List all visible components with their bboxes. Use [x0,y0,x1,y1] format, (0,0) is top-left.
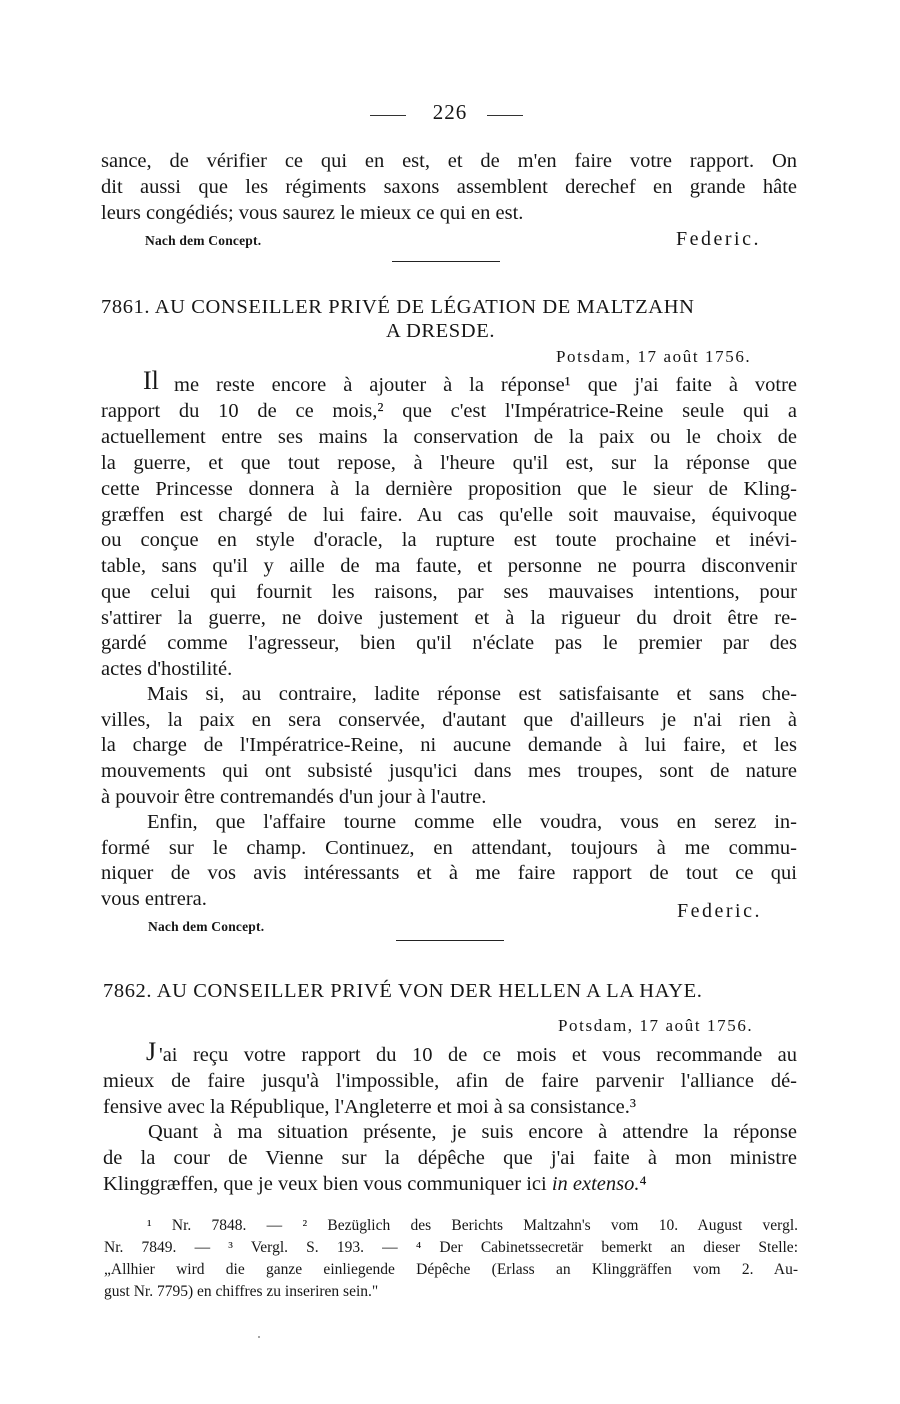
speck-mark [258,1336,260,1338]
paragraph-line: 'ai reçu votre rapport du 10 de ce mois et vous recommande au [159,1044,797,1066]
carryover-line: dit aussi que les régiments saxons assemblent derechef en grande hâte [101,176,797,198]
paragraph-line: à pouvoir être contremandés d'un jour à l'autre. [101,786,487,808]
signature: Federic. [676,228,761,250]
footnote-line: ¹ Nr. 7848. — ² Bezüglich des Berichts Maltzahn's vom 10. August vergl. [147,1217,798,1234]
dateline: Potsdam, 17 août 1756. [558,1016,754,1035]
paragraph-line-final [103,1171,799,1197]
footnote-line: gust Nr. 7795) en chiffres zu inseriren sein." [104,1283,379,1300]
signature: Federic. [677,900,762,922]
section-divider [396,940,504,941]
paragraph-line: me reste encore à ajouter à la réponse¹ que j'ai faite à votre [174,374,797,396]
paragraph-line: la charge de l'Impératrice-Reine, ni aucune demande à lui faire, et les [101,734,797,756]
page-number: 226 [432,100,468,124]
footnote-line: „Allhier wird die ganze einliegende Dépêche (Erlass an Klinggräffen vom 2. Au- [104,1261,798,1278]
paragraph-line: que celui qui fournit les raisons, par ses mauvaises intentions, pour [101,581,797,603]
paragraph-line: actes d'hostilité. [101,658,233,680]
paragraph-line: ou conçue en style d'oracle, la rupture est toute prochaine et inévi- [101,529,797,551]
footnote-line: Nr. 7849. — ³ Vergl. S. 193. — ⁴ Der Cabinetssecretär bemerkt an dieser Stelle: [104,1239,798,1256]
carryover-line: leurs congédiés; vous saurez le mieux ce qui en est. [101,202,524,224]
footnote-marker: ⁴ [639,1173,647,1195]
paragraph-line: Quant à ma situation présente, je suis encore à attendre la réponse [148,1121,797,1143]
italic-phrase: in extenso. [551,1173,640,1195]
paragraph-line: villes, la paix en sera conservée, d'autant que d'ailleurs je n'ai rien à [101,709,797,731]
paragraph-line: fensive avec la République, l'Angleterre et moi à sa consistance.³ [103,1096,636,1118]
paragraph-line: Mais si, au contraire, ladite réponse est satisfaisante et sans che- [147,683,797,705]
paragraph-line: mouvements qui ont subsisté jusqu'ici dans mes troupes, sont de nature [101,760,797,782]
paragraph-line: la guerre, et que tout repose, à l'heure qu'il est, sur la réponse que [101,452,797,474]
letter-heading: 7861. AU CONSEILLER PRIVÉ DE LÉGATION DE MALTZAHN [101,296,695,318]
section-divider [392,261,500,262]
drop-cap: Il [143,366,159,395]
paragraph-line: græffen est chargé de lui faire. Au cas qu'elle soit mauvaise, équivoque [101,504,797,526]
source-note: Nach dem Concept. [148,919,265,934]
paragraph-line: de la cour de Vienne sur la dépêche que j'ai faite à mon ministre [103,1147,797,1169]
letter-heading-continued: A DRESDE. [386,320,496,342]
dateline: Potsdam, 17 août 1756. [556,347,752,366]
paragraph-line: rapport du 10 de ce mois,² que c'est l'Impératrice-Reine seule qui a [101,400,797,422]
paragraph-line: actuellement entre ses mains la conservation de la paix ou le choix de [101,426,797,448]
paragraph-line: vous entrera. [101,888,207,910]
paragraph-line: table, sans qu'il y aille de ma faute, et personne ne pourra disconvenir [101,555,797,577]
source-note: Nach dem Concept. [145,233,262,248]
paragraph-line: mieux de faire jusqu'à l'impossible, afin de faire parvenir l'alliance dé- [103,1070,797,1092]
paragraph-line: s'attirer la guerre, ne doive justement et à la rigueur du droit être re- [101,607,797,629]
paragraph-line: cette Princesse donnera à la dernière proposition que le sieur de Kling- [101,478,797,500]
drop-cap: J [146,1037,157,1066]
paragraph-line: formé sur le champ. Continuez, en attendant, toujours à me commu- [101,837,797,859]
paragraph-text: Klinggræffen, que je veux bien vous communiquer ici [103,1173,552,1195]
letter-heading: 7862. AU CONSEILLER PRIVÉ VON DER HELLEN A LA HAYE. [103,980,703,1002]
page-number-rule-right [487,115,523,116]
paragraph-line: gardé comme l'agresseur, bien qu'il n'éclate pas le premier par des [101,632,797,654]
paragraph-line: niquer de vos avis intéressants et à me faire rapport de tout ce qui [101,862,797,884]
paragraph-line: Enfin, que l'affaire tourne comme elle voudra, vous en serez in- [147,811,797,833]
carryover-line: sance, de vérifier ce qui en est, et de m'en faire votre rapport. On [101,150,797,172]
